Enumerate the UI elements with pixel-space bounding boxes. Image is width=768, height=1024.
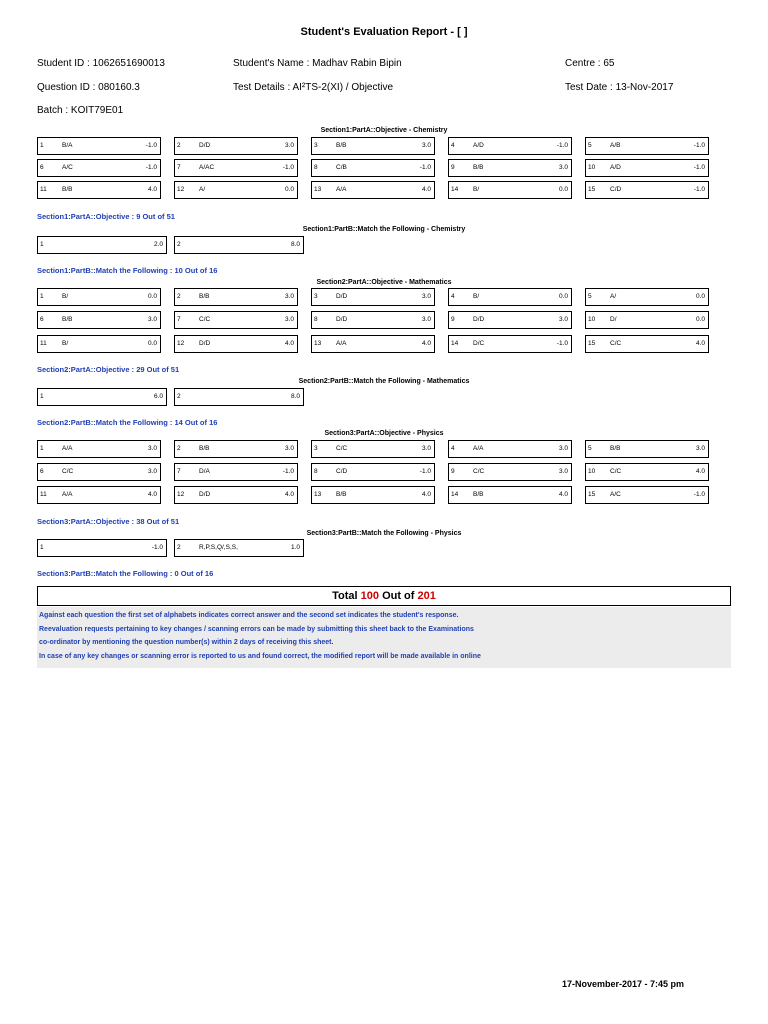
marks: 2.0: [153, 241, 163, 248]
answer-cell: [311, 335, 435, 353]
match-answer-cell: [174, 539, 304, 557]
student-name: Student's Name : Madhav Rabin Bipin: [233, 58, 402, 69]
answer-cell: [585, 335, 709, 353]
marks: -1.0: [145, 142, 157, 149]
question-number: 1: [40, 241, 44, 248]
answer-cell: [37, 335, 161, 353]
response: C/C: [610, 468, 622, 475]
marks: 0.0: [147, 293, 157, 300]
out-of-label: Out of: [382, 590, 415, 602]
question-number: 4: [451, 293, 455, 300]
question-number: 10: [588, 164, 596, 171]
answer-cell: [37, 440, 161, 458]
marks: 3.0: [421, 445, 431, 452]
answer-cell: [448, 486, 572, 504]
marks: 3.0: [147, 445, 157, 452]
response: D/: [610, 316, 617, 323]
total-label: Total: [332, 590, 358, 602]
response: D/D: [199, 340, 211, 347]
note-line: Reevaluation requests pertaining to key changes / scanning errors can be made by submitting this sheet back to the Examinations: [39, 625, 474, 633]
match-answer-cell: [37, 236, 167, 254]
answer-row: [37, 311, 722, 329]
response: A/: [610, 293, 617, 300]
response: D/D: [199, 142, 211, 149]
section-summary: Section1:PartA::Objective : 9 Out of 51: [37, 212, 175, 221]
marks: 3.0: [147, 468, 157, 475]
marks: -1.0: [145, 164, 157, 171]
question-number: 8: [314, 316, 318, 323]
question-number: 10: [588, 468, 596, 475]
question-number: 5: [588, 293, 592, 300]
marks: 4.0: [147, 186, 157, 193]
match-answer-cell: [37, 539, 167, 557]
question-number: 6: [40, 468, 44, 475]
question-number: 8: [314, 164, 318, 171]
question-number: 15: [588, 491, 596, 498]
answer-cell: [37, 159, 161, 177]
answer-cell: [448, 137, 572, 155]
response: D/A: [199, 468, 210, 475]
answer-row: [37, 159, 722, 177]
test-details: Test Details : AI²TS-2(XI) / Objective: [233, 82, 394, 93]
response: A/D: [473, 142, 484, 149]
answer-cell: [448, 335, 572, 353]
marks: 4.0: [421, 491, 431, 498]
note-line: Against each question the first set of alphabets indicates correct answer and the second set indicates the student's response.: [39, 612, 459, 619]
answer-row: [37, 440, 722, 458]
response: B/: [62, 340, 69, 347]
section-summary: Section1:PartB::Match the Following : 10 Out of 16: [37, 266, 218, 275]
marks: -1.0: [693, 491, 705, 498]
question-number: 11: [40, 491, 47, 498]
marks: 3.0: [558, 468, 568, 475]
marks: 8.0: [290, 393, 300, 400]
total-score-value: 100: [360, 590, 379, 602]
question-number: 12: [177, 186, 185, 193]
marks: 3.0: [695, 445, 705, 452]
response: B/B: [473, 491, 484, 498]
answer-row: [37, 137, 722, 155]
section-summary: Section3:PartB::Match the Following : 0 Out of 16: [37, 569, 214, 578]
response: C/D: [610, 186, 622, 193]
response: D/D: [336, 293, 348, 300]
response: C/C: [199, 316, 211, 323]
section-title: Section1:PartA::Objective - Chemistry: [320, 127, 448, 134]
response: D/D: [473, 316, 485, 323]
marks: 3.0: [421, 293, 431, 300]
answer-cell: [448, 181, 572, 199]
question-number: 12: [177, 491, 185, 498]
question-number: 2: [177, 544, 181, 551]
answer-cell: [585, 137, 709, 155]
marks: 0.0: [147, 340, 157, 347]
response: A/B: [610, 142, 621, 149]
answer-cell: [174, 288, 298, 306]
answer-cell: [37, 463, 161, 481]
marks: 3.0: [147, 316, 157, 323]
question-number: 15: [588, 186, 596, 193]
response: A/A: [473, 445, 484, 452]
total-score: [37, 586, 731, 606]
answer-cell: [585, 440, 709, 458]
question-number: 11: [40, 340, 47, 347]
marks: 4.0: [147, 491, 157, 498]
response: R,P,S,Q/,S,S,: [199, 544, 238, 551]
answer-row: [37, 181, 722, 199]
section-summary: Section2:PartA::Objective : 29 Out of 51: [37, 365, 180, 374]
question-number: 9: [451, 164, 455, 171]
question-id: Question ID : 080160.3: [37, 82, 140, 93]
question-number: 4: [451, 445, 455, 452]
question-number: 1: [40, 293, 44, 300]
response: A/A: [62, 491, 73, 498]
response: A/C: [62, 164, 73, 171]
section-title: Section3:PartA::Objective - Physics: [324, 430, 444, 437]
answer-cell: [37, 311, 161, 329]
answer-row: [37, 335, 722, 353]
marks: 3.0: [421, 142, 431, 149]
response: B/B: [473, 164, 484, 171]
report-title: Student's Evaluation Report - [ ]: [300, 26, 468, 38]
response: C/C: [336, 445, 348, 452]
response: C/C: [610, 340, 622, 347]
question-number: 14: [451, 491, 459, 498]
marks: -1.0: [282, 164, 294, 171]
response: A/D: [610, 164, 621, 171]
question-number: 13: [314, 340, 322, 347]
marks: 4.0: [421, 340, 431, 347]
answer-cell: [311, 288, 435, 306]
answer-cell: [311, 463, 435, 481]
student-id: Student ID : 1062651690013: [37, 58, 165, 69]
section-title: Section2:PartB::Match the Following - Mathematics: [298, 378, 470, 385]
marks: -1.0: [419, 164, 431, 171]
answer-cell: [448, 311, 572, 329]
question-number: 14: [451, 340, 459, 347]
question-number: 7: [177, 164, 181, 171]
question-number: 13: [314, 186, 322, 193]
marks: 4.0: [695, 468, 705, 475]
question-number: 1: [40, 142, 44, 149]
response: D/D: [336, 316, 348, 323]
footer-timestamp: 17-November-2017 - 7:45 pm: [562, 979, 685, 989]
question-number: 13: [314, 491, 322, 498]
total-max-value: 201: [417, 590, 436, 602]
question-number: 1: [40, 544, 44, 551]
match-row: [37, 388, 311, 406]
match-row: [37, 236, 311, 254]
match-answer-cell: [174, 388, 304, 406]
answer-cell: [174, 159, 298, 177]
question-number: 11: [40, 186, 47, 193]
marks: 3.0: [284, 316, 294, 323]
answer-row: [37, 288, 722, 306]
marks: 0.0: [558, 293, 568, 300]
response: B/B: [62, 316, 73, 323]
question-number: 2: [177, 142, 181, 149]
marks: 1.0: [290, 544, 300, 551]
answer-cell: [585, 159, 709, 177]
marks: 0.0: [558, 186, 568, 193]
marks: 3.0: [558, 316, 568, 323]
response: A/C: [610, 491, 621, 498]
section-title: Section3:PartB::Match the Following - Physics: [306, 530, 462, 537]
question-number: 2: [177, 241, 181, 248]
answer-cell: [311, 159, 435, 177]
section-title: Section1:PartB::Match the Following - Chemistry: [302, 226, 466, 233]
response: B/B: [62, 186, 73, 193]
response: C/C: [62, 468, 74, 475]
marks: 4.0: [284, 340, 294, 347]
marks: 0.0: [695, 293, 705, 300]
response: B/: [62, 293, 69, 300]
marks: 4.0: [421, 186, 431, 193]
response: B/B: [610, 445, 621, 452]
question-number: 5: [588, 142, 592, 149]
marks: -1.0: [419, 468, 431, 475]
question-number: 2: [177, 445, 181, 452]
marks: -1.0: [556, 142, 568, 149]
answer-cell: [448, 463, 572, 481]
answer-row: [37, 486, 722, 504]
marks: -1.0: [556, 340, 568, 347]
match-answer-cell: [174, 236, 304, 254]
marks: 3.0: [284, 445, 294, 452]
section-summary: Section2:PartB::Match the Following : 14 Out of 16: [37, 418, 218, 427]
answer-cell: [585, 486, 709, 504]
response: B/: [473, 293, 480, 300]
question-number: 3: [314, 445, 318, 452]
response: B/B: [199, 293, 210, 300]
question-number: 1: [40, 445, 44, 452]
section-summary: Section3:PartA::Objective : 38 Out of 51: [37, 517, 180, 526]
answer-cell: [174, 463, 298, 481]
marks: 4.0: [558, 491, 568, 498]
response: A/A: [336, 186, 347, 193]
marks: 3.0: [558, 445, 568, 452]
response: B/B: [336, 142, 347, 149]
question-number: 6: [40, 316, 44, 323]
answer-cell: [311, 440, 435, 458]
response: D/D: [199, 491, 211, 498]
section-title: Section2:PartA::Objective - Mathematics: [316, 279, 452, 286]
marks: -1.0: [693, 186, 705, 193]
answer-cell: [174, 486, 298, 504]
response: A/A: [336, 340, 347, 347]
response: B/: [473, 186, 480, 193]
response: A/AC: [199, 164, 215, 171]
question-number: 9: [451, 316, 455, 323]
answer-cell: [311, 181, 435, 199]
marks: 4.0: [695, 340, 705, 347]
note-line: In case of any key changes or scanning error is reported to us and found correct, the modified report will be made available in online: [39, 652, 481, 660]
question-number: 3: [314, 142, 318, 149]
answer-cell: [311, 311, 435, 329]
response: A/: [199, 186, 206, 193]
answer-cell: [37, 181, 161, 199]
answer-cell: [174, 311, 298, 329]
response: B/B: [336, 491, 347, 498]
answer-cell: [585, 463, 709, 481]
answer-cell: [585, 311, 709, 329]
marks: 0.0: [284, 186, 294, 193]
notes-panel: [37, 607, 731, 668]
note-line: co-ordinator by mentioning the question number(s) within 2 days of receiving this sheet.: [39, 639, 334, 646]
match-row: [37, 539, 311, 557]
answer-cell: [174, 335, 298, 353]
response: C/D: [336, 468, 348, 475]
response: C/C: [473, 468, 485, 475]
question-number: 15: [588, 340, 596, 347]
marks: 8.0: [290, 241, 300, 248]
answer-cell: [37, 137, 161, 155]
marks: 3.0: [284, 293, 294, 300]
answer-cell: [311, 486, 435, 504]
answer-cell: [174, 440, 298, 458]
question-number: 14: [451, 186, 459, 193]
question-number: 8: [314, 468, 318, 475]
answer-cell: [448, 440, 572, 458]
answer-cell: [37, 486, 161, 504]
question-number: 3: [314, 293, 318, 300]
marks: 3.0: [284, 142, 294, 149]
answer-cell: [448, 159, 572, 177]
question-number: 2: [177, 293, 181, 300]
question-number: 12: [177, 340, 185, 347]
match-answer-cell: [37, 388, 167, 406]
question-number: 5: [588, 445, 592, 452]
answer-cell: [174, 137, 298, 155]
centre: Centre : 65: [565, 58, 615, 69]
marks: 3.0: [558, 164, 568, 171]
question-number: 4: [451, 142, 455, 149]
marks: 4.0: [284, 491, 294, 498]
answer-row: [37, 463, 722, 481]
question-number: 7: [177, 316, 181, 323]
question-number: 7: [177, 468, 181, 475]
response: A/A: [62, 445, 73, 452]
question-number: 2: [177, 393, 181, 400]
marks: 3.0: [421, 316, 431, 323]
answer-cell: [37, 288, 161, 306]
marks: -1.0: [693, 142, 705, 149]
response: B/A: [62, 142, 73, 149]
test-date: Test Date : 13-Nov-2017: [565, 82, 674, 93]
answer-cell: [311, 137, 435, 155]
answer-cell: [448, 288, 572, 306]
answer-cell: [174, 181, 298, 199]
answer-cell: [585, 181, 709, 199]
marks: -1.0: [282, 468, 294, 475]
response: B/B: [199, 445, 210, 452]
batch: Batch : KOIT79E01: [37, 105, 124, 116]
marks: -1.0: [693, 164, 705, 171]
answer-cell: [585, 288, 709, 306]
marks: -1.0: [151, 544, 163, 551]
response: D/C: [473, 340, 485, 347]
marks: 0.0: [695, 316, 705, 323]
question-number: 6: [40, 164, 44, 171]
question-number: 9: [451, 468, 455, 475]
question-number: 1: [40, 393, 44, 400]
question-number: 10: [588, 316, 596, 323]
response: C/B: [336, 164, 347, 171]
marks: 6.0: [153, 393, 163, 400]
